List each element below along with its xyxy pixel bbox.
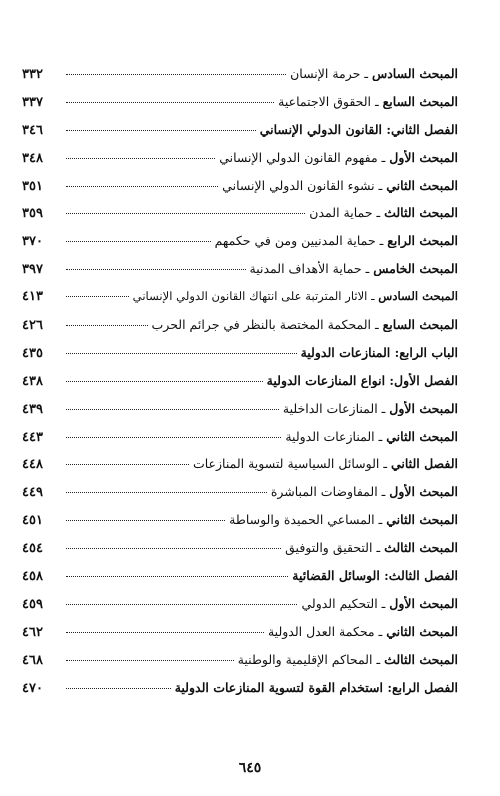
- toc-entry-heading: الباب الرابع: [399, 344, 458, 360]
- toc-entry: [22, 456, 458, 484]
- toc-entry-label: [271, 484, 458, 499]
- toc-entry-label: [222, 178, 458, 193]
- toc-entry-heading: الفصل الثاني: [390, 121, 458, 137]
- dot-leader: [66, 548, 281, 549]
- toc-entry-title: محكمة العدل الدولية: [267, 623, 375, 639]
- dot-leader: [66, 632, 264, 633]
- toc-entry-title: حرمة الإنسان: [290, 66, 361, 81]
- toc-entry-heading: المبحث الخامس: [373, 261, 458, 277]
- toc-entry-page: ٤٥٤: [22, 541, 43, 557]
- toc-entry-page: ٤٥١: [22, 513, 43, 529]
- dot-leader: [66, 296, 129, 297]
- toc-entry: [22, 150, 458, 178]
- dot-leader: [66, 576, 288, 577]
- dot-leader: [66, 241, 211, 242]
- toc-entry-separator: ـ: [377, 595, 390, 611]
- dot-leader: [66, 660, 234, 661]
- toc-entry-separator: :: [379, 568, 389, 584]
- dot-leader: [66, 74, 286, 75]
- toc-entry-label: [301, 345, 458, 360]
- toc-entry-title: مفهوم القانون الدولي الإنساني: [219, 149, 378, 165]
- toc-entry-heading: المبحث الأول: [389, 595, 458, 611]
- toc-entry: [22, 568, 458, 596]
- page-number: ٦٤٥: [238, 760, 262, 776]
- toc-entry-separator: ـ: [367, 289, 379, 304]
- toc-entry-label: [309, 205, 458, 220]
- toc-entry-title: نشوء القانون الدولي الإنساني: [222, 177, 375, 193]
- toc-entry-title: المنازعات الداخلية: [282, 400, 378, 416]
- toc-entry-separator: ـ: [375, 233, 388, 249]
- toc-entry-title: المنازعات الدولية: [285, 428, 375, 444]
- toc-entry-separator: ـ: [360, 66, 372, 81]
- toc-entry-label: [229, 512, 458, 527]
- toc-entry-title: المحكمة المختصة بالنظر في جرائم الحرب: [151, 317, 372, 333]
- toc-entry: [22, 484, 458, 512]
- toc-entry-heading: المبحث الثاني: [386, 428, 458, 444]
- toc-entry-heading: الفصل الثالث: [388, 568, 458, 584]
- toc-entry-title: حماية المدن: [309, 205, 373, 221]
- dot-leader: [66, 492, 267, 493]
- toc-entry: [22, 401, 458, 429]
- toc-entry-heading: المبحث السابع: [382, 93, 458, 109]
- toc-entry: [22, 540, 458, 568]
- toc-entry-page: ٤٦٨: [22, 652, 43, 668]
- toc-entry-label: [133, 289, 458, 303]
- toc-entry: [22, 373, 458, 401]
- toc-entry-heading: الفصل الأول: [394, 372, 458, 388]
- toc-entry-title: التحقيق والتوفيق: [285, 540, 373, 556]
- toc-entry: [22, 317, 458, 345]
- toc-entry-title: المفاوضات المباشرة: [270, 484, 378, 500]
- toc-entry-heading: الفصل الرابع: [391, 679, 458, 695]
- toc-entry-page: ٤١٣: [22, 289, 43, 305]
- toc-entry-title: القانون الدولي الإنساني: [259, 121, 382, 137]
- toc-entry-label: [250, 261, 458, 276]
- toc-entry-heading: المبحث الأول: [389, 149, 458, 165]
- toc-entry: [22, 122, 458, 150]
- table-of-contents: [22, 66, 458, 707]
- dot-leader: [66, 213, 305, 214]
- toc-entry-label: [292, 568, 458, 583]
- toc-entry-label: [285, 429, 458, 444]
- toc-entry-heading: المبحث الأول: [389, 400, 458, 416]
- toc-entry-separator: ـ: [371, 317, 383, 333]
- dot-leader: [66, 604, 297, 605]
- toc-entry-label: [215, 233, 458, 248]
- toc-entry-page: ٤٣٩: [22, 401, 43, 417]
- dot-leader: [66, 688, 171, 689]
- toc-entry-label: [283, 401, 458, 416]
- toc-entry-separator: ـ: [377, 400, 390, 416]
- toc-entry: [22, 596, 458, 624]
- toc-entry-label: [193, 456, 458, 471]
- toc-entry-separator: :: [385, 372, 395, 388]
- toc-entry-heading: المبحث الثاني: [386, 623, 458, 639]
- toc-entry-separator: ـ: [374, 512, 387, 528]
- toc-entry-page: ٤٥٩: [22, 596, 43, 612]
- toc-entry-label: [267, 373, 458, 388]
- toc-entry-heading: المبحث الثالث: [384, 651, 458, 667]
- toc-entry-separator: ـ: [372, 651, 385, 667]
- toc-entry-separator: ـ: [374, 428, 387, 444]
- toc-entry-title: التحكيم الدولي: [301, 595, 378, 611]
- toc-entry-page: ٤٦٢: [22, 624, 43, 640]
- toc-entry-heading: المبحث الثالث: [384, 205, 458, 221]
- toc-entry-page: ٣٥١: [22, 178, 43, 194]
- toc-entry: [22, 429, 458, 457]
- toc-entry-page: ٤٢٦: [22, 318, 43, 334]
- toc-entry-separator: ـ: [374, 177, 387, 193]
- dot-leader: [66, 353, 297, 354]
- toc-entry-label: [175, 680, 458, 695]
- toc-entry-heading: المبحث السادس: [378, 289, 458, 304]
- toc-entry-page: ٣٤٨: [22, 150, 43, 166]
- toc-entry: [22, 66, 458, 94]
- toc-entry-separator: ـ: [361, 261, 374, 277]
- toc-entry-page: ٤٥٨: [22, 569, 43, 585]
- toc-entry-separator: ـ: [371, 93, 383, 109]
- toc-entry-label: [301, 596, 458, 611]
- toc-entry-separator: :: [382, 121, 391, 137]
- toc-entry-label: [278, 94, 458, 109]
- toc-entry: [22, 94, 458, 122]
- toc-entry-title: الاثار المترتبة على انتهاك القانون الدولي الإنساني: [132, 289, 368, 304]
- toc-entry-title: حماية المدنيين ومن في حكمهم: [214, 233, 376, 249]
- dot-leader: [66, 102, 274, 103]
- toc-entry-label: [219, 150, 458, 165]
- toc-entry-page: ٤٤٣: [22, 429, 43, 445]
- toc-entry-page: ٤٧٠: [22, 680, 43, 696]
- toc-entry-title: المحاكم الإقليمية والوطنية: [237, 651, 373, 667]
- toc-entry-page: ٤٤٨: [22, 457, 43, 473]
- toc-entry: [22, 205, 458, 233]
- dot-leader: [66, 437, 281, 438]
- toc-entry: [22, 512, 458, 540]
- toc-entry-separator: ـ: [372, 540, 385, 556]
- toc-entry-label: [290, 66, 458, 81]
- toc-entry-heading: المبحث الأول: [389, 484, 458, 500]
- toc-entry-title: الوسائل القضائية: [292, 568, 380, 584]
- dot-leader: [66, 381, 263, 382]
- dot-leader: [66, 325, 148, 326]
- toc-entry-separator: ـ: [379, 456, 391, 472]
- toc-entry-title: المنازعات الدولية: [300, 344, 391, 360]
- toc-entry: [22, 680, 458, 708]
- toc-entry-page: ٣٩٧: [22, 262, 43, 278]
- toc-entry: [22, 261, 458, 289]
- toc-entry-title: المساعي الحميدة والوساطة: [229, 512, 375, 528]
- dot-leader: [66, 269, 246, 270]
- toc-entry-heading: المبحث الثاني: [386, 177, 458, 193]
- toc-entry-label: [152, 317, 458, 332]
- toc-entry-page: ٣٥٩: [22, 206, 43, 222]
- toc-entry-title: حماية الأهداف المدنية: [249, 261, 362, 277]
- toc-entry-heading: المبحث السادس: [371, 66, 458, 81]
- toc-entry-page: ٣٤٦: [22, 122, 43, 138]
- toc-entry-separator: ـ: [372, 205, 385, 221]
- toc-entry-title: استخدام القوة لتسوية المنازعات الدولية: [174, 679, 383, 695]
- toc-entry-page: ٣٧٠: [22, 234, 43, 250]
- dot-leader: [66, 186, 218, 187]
- toc-entry-label: [260, 122, 458, 137]
- toc-entry-heading: الفصل الثاني: [390, 456, 458, 472]
- toc-entry-page: ٤٣٨: [22, 373, 43, 389]
- toc-entry-heading: المبحث السابع: [382, 317, 458, 333]
- toc-entry: [22, 652, 458, 680]
- toc-entry-heading: المبحث الرابع: [387, 233, 458, 249]
- toc-entry-page: ٣٣٢: [22, 67, 43, 82]
- toc-entry: [22, 345, 458, 373]
- toc-entry-page: ٤٣٥: [22, 345, 43, 361]
- dot-leader: [66, 158, 215, 159]
- toc-entry-title: الحقوق الاجتماعية: [278, 93, 372, 109]
- dot-leader: [66, 409, 279, 410]
- toc-entry-title: انواع المنازعات الدولية: [266, 372, 386, 388]
- dot-leader: [66, 130, 256, 131]
- toc-entry-separator: :: [382, 679, 392, 695]
- dot-leader: [66, 520, 225, 521]
- toc-entry-label: [285, 540, 458, 555]
- toc-entry-page: ٤٤٩: [22, 485, 43, 501]
- toc-entry-title: الوسائل السياسية لتسوية المنازعات: [192, 456, 380, 472]
- toc-entry-label: [268, 624, 458, 639]
- dot-leader: [66, 464, 189, 465]
- toc-entry-separator: ـ: [377, 484, 390, 500]
- toc-entry-label: [238, 652, 458, 667]
- toc-entry-separator: ـ: [374, 623, 387, 639]
- toc-entry-separator: :: [390, 344, 400, 360]
- toc-entry-separator: ـ: [377, 149, 390, 165]
- toc-entry-heading: المبحث الثاني: [386, 512, 458, 528]
- toc-entry: [22, 178, 458, 206]
- toc-entry-page: ٣٣٧: [22, 94, 43, 110]
- toc-entry-heading: المبحث الثالث: [384, 540, 458, 556]
- toc-entry: [22, 624, 458, 652]
- toc-entry: [22, 233, 458, 261]
- toc-entry: [22, 289, 458, 317]
